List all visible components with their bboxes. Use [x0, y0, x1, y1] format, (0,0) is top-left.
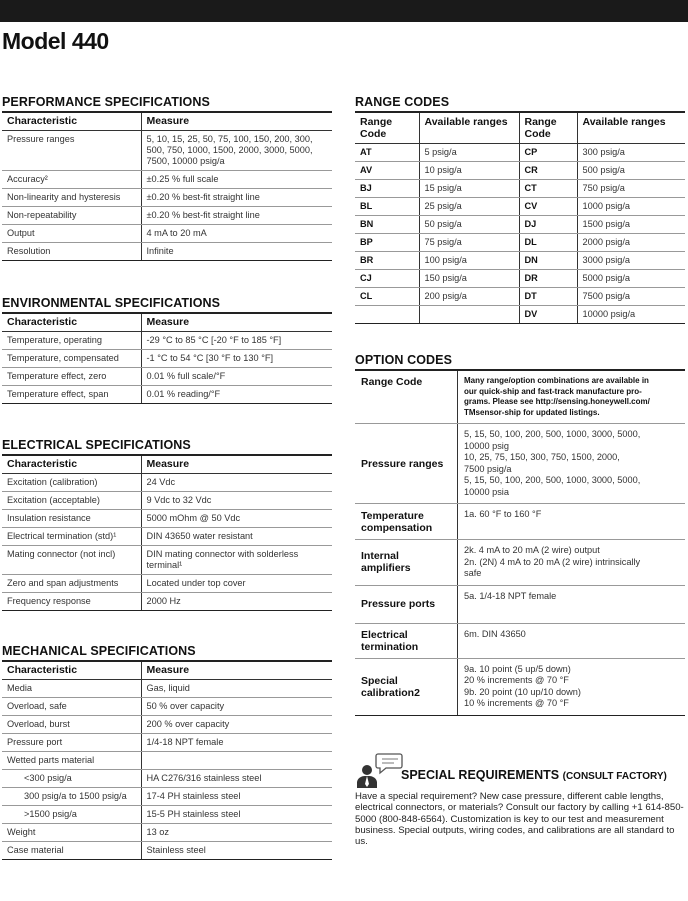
option-value-line: 20 % increments @ 70 °F: [464, 675, 569, 685]
range-value-cell: 3000 psig/a: [577, 252, 685, 270]
range-value-cell: 5000 psig/a: [577, 270, 685, 288]
range-code-cell: DJ: [519, 216, 577, 234]
option-name-cell: Special calibration2: [355, 658, 458, 715]
range-value-cell: 1500 psig/a: [577, 216, 685, 234]
table-header-row: [2, 314, 332, 332]
range-value-cell: 500 psig/a: [577, 162, 685, 180]
table-row: [2, 492, 332, 510]
measure-cell: HA C276/316 stainless steel: [141, 770, 332, 788]
table-row: [2, 575, 332, 593]
performance-table: [2, 113, 332, 261]
measure-cell: 24 Vdc: [141, 474, 332, 492]
range-code-cell: CT: [519, 180, 577, 198]
characteristic-cell: Temperature, operating: [2, 332, 141, 350]
measure-cell: 4 mA to 20 mA: [141, 225, 332, 243]
range-value-cell: 10000 psig/a: [577, 306, 685, 324]
option-name-cell: Electrical termination: [355, 623, 458, 658]
col-measure: Measure: [141, 314, 332, 332]
option-value-cell: [458, 623, 686, 658]
option-name-cell: Internal amplifiers: [355, 540, 458, 586]
measure-cell: 1/4-18 NPT female: [141, 734, 332, 752]
table-row: [2, 171, 332, 189]
electrical-table: [2, 456, 332, 611]
range-value-cell: 10 psig/a: [419, 162, 519, 180]
measure-cell: 5, 10, 15, 25, 50, 75, 100, 150, 200, 300, 500, 750, 1000, 1500, 2000, 3000, 5000, 7500, 10000 psig/a: [141, 131, 332, 171]
top-bar: [0, 0, 688, 22]
characteristic-cell: Resolution: [2, 243, 141, 261]
range-code-cell: BP: [355, 234, 419, 252]
table-row: [2, 225, 332, 243]
measure-cell: ±0.20 % best-fit straight line: [141, 207, 332, 225]
col-range-code-1: Range Code: [355, 113, 419, 144]
characteristic-cell: Non-linearity and hysteresis: [2, 189, 141, 207]
table-row: [355, 371, 685, 424]
col-available-ranges-1: Available ranges: [419, 113, 519, 144]
characteristic-cell: Temperature effect, span: [2, 386, 141, 404]
option-name-cell: Pressure ports: [355, 585, 458, 623]
range-value-cell: 5 psig/a: [419, 144, 519, 162]
characteristic-cell: Non-repeatability: [2, 207, 141, 225]
table-row: [2, 131, 332, 171]
table-row: [355, 585, 685, 623]
range-value-cell: 75 psig/a: [419, 234, 519, 252]
range-codes-section: [355, 95, 685, 324]
option-value-cell: [458, 424, 686, 504]
measure-cell: 0.01 % reading/°F: [141, 386, 332, 404]
option-value-line: 2n. (2N) 4 mA to 20 mA (2 wire) intrinsically: [464, 556, 641, 567]
table-row: [355, 162, 685, 180]
characteristic-cell: Pressure port: [2, 734, 141, 752]
range-value-cell: 150 psig/a: [419, 270, 519, 288]
table-row: [2, 788, 332, 806]
table-row: [2, 474, 332, 492]
characteristic-cell: Media: [2, 680, 141, 698]
table-row: [2, 546, 332, 575]
characteristic-cell: Electrical termination (std)¹: [2, 528, 141, 546]
table-header-row: [2, 456, 332, 474]
range-value-cell: 7500 psig/a: [577, 288, 685, 306]
range-code-cell: DN: [519, 252, 577, 270]
characteristic-cell: Output: [2, 225, 141, 243]
measure-cell: 50 % over capacity: [141, 698, 332, 716]
measure-cell: 17-4 PH stainless steel: [141, 788, 332, 806]
table-row: [2, 824, 332, 842]
mechanical-section: [2, 644, 332, 860]
option-value-line: 10, 25, 75, 150, 300, 750, 1500, 2000,: [464, 452, 620, 462]
measure-cell: 200 % over capacity: [141, 716, 332, 734]
range-code-cell: BN: [355, 216, 419, 234]
special-requirements-title: [401, 768, 667, 782]
table-row: [2, 368, 332, 386]
measure-cell: DIN mating connector with solderless terminal¹: [141, 546, 332, 575]
table-row: [355, 234, 685, 252]
range-value-cell: 1000 psig/a: [577, 198, 685, 216]
range-value-cell: [419, 306, 519, 324]
mechanical-table: [2, 662, 332, 860]
option-value-line: 6m. DIN 43650: [464, 628, 526, 639]
option-value-line: 5, 15, 50, 100, 200, 500, 1000, 3000, 5000,: [464, 475, 641, 485]
table-row: [2, 243, 332, 261]
characteristic-cell: Accuracy²: [2, 171, 141, 189]
range-codes-title: RANGE CODES: [355, 95, 685, 113]
measure-cell: -29 °C to 85 °C [-20 °F to 185 °F]: [141, 332, 332, 350]
col-characteristic: Characteristic: [2, 314, 141, 332]
measure-cell: 15-5 PH stainless steel: [141, 806, 332, 824]
characteristic-cell: Wetted parts material: [2, 752, 141, 770]
table-row: [2, 510, 332, 528]
table-row: [355, 144, 685, 162]
measure-cell: [141, 752, 332, 770]
option-value-line: safe: [464, 568, 482, 578]
environmental-title: ENVIRONMENTAL SPECIFICATIONS: [2, 296, 332, 314]
col-characteristic: Characteristic: [2, 662, 141, 680]
range-code-cell: CP: [519, 144, 577, 162]
option-value-cell: [458, 540, 686, 586]
page-title: Model 440: [2, 28, 109, 54]
table-row: [2, 698, 332, 716]
col-measure: Measure: [141, 456, 332, 474]
table-row: [355, 198, 685, 216]
characteristic-cell: Weight: [2, 824, 141, 842]
measure-cell: 0.01 % full scale/°F: [141, 368, 332, 386]
characteristic-cell: Overload, safe: [2, 698, 141, 716]
measure-cell: 9 Vdc to 32 Vdc: [141, 492, 332, 510]
characteristic-cell: Temperature, compensated: [2, 350, 141, 368]
range-value-cell: 200 psig/a: [419, 288, 519, 306]
measure-cell: ±0.25 % full scale: [141, 171, 332, 189]
option-value-line: 1a. 60 °F to 160 °F: [464, 509, 542, 519]
characteristic-cell: <300 psig/a: [2, 770, 141, 788]
electrical-section: [2, 438, 332, 611]
characteristic-cell: Excitation (acceptable): [2, 492, 141, 510]
option-name-cell: Pressure ranges: [355, 424, 458, 504]
option-value-line: Many range/option combinations are available in: [464, 376, 649, 385]
characteristic-cell: Temperature effect, zero: [2, 368, 141, 386]
range-value-cell: 750 psig/a: [577, 180, 685, 198]
table-row: [355, 658, 685, 715]
characteristic-cell: >1500 psig/a: [2, 806, 141, 824]
range-code-cell: CR: [519, 162, 577, 180]
measure-cell: Infinite: [141, 243, 332, 261]
measure-cell: Gas, liquid: [141, 680, 332, 698]
table-row: [2, 752, 332, 770]
range-code-cell: BL: [355, 198, 419, 216]
range-value-cell: 100 psig/a: [419, 252, 519, 270]
measure-cell: -1 °C to 54 °C [30 °F to 130 °F]: [141, 350, 332, 368]
measure-cell: DIN 43650 water resistant: [141, 528, 332, 546]
table-row: [2, 734, 332, 752]
table-row: [2, 189, 332, 207]
measure-cell: Stainless steel: [141, 842, 332, 860]
table-header-row: [2, 113, 332, 131]
option-value-cell: [458, 504, 686, 540]
characteristic-cell: Frequency response: [2, 593, 141, 611]
table-row: [2, 207, 332, 225]
range-code-cell: CJ: [355, 270, 419, 288]
range-code-cell: DL: [519, 234, 577, 252]
characteristic-cell: Zero and span adjustments: [2, 575, 141, 593]
characteristic-cell: Insulation resistance: [2, 510, 141, 528]
table-row: [355, 306, 685, 324]
col-measure: Measure: [141, 113, 332, 131]
characteristic-cell: Overload, burst: [2, 716, 141, 734]
mechanical-title: MECHANICAL SPECIFICATIONS: [2, 644, 332, 662]
table-row: [2, 806, 332, 824]
special-title-text: SPECIAL REQUIREMENTS: [401, 768, 560, 782]
col-range-code-2: Range Code: [519, 113, 577, 144]
special-requirements-header: [356, 752, 676, 788]
electrical-title: ELECTRICAL SPECIFICATIONS: [2, 438, 332, 456]
option-value-line: grams. Please see http://sensing.honeywell.com/: [464, 397, 650, 406]
range-code-cell: [355, 306, 419, 324]
option-value-line: 5, 15, 50, 100, 200, 500, 1000, 3000, 5000,: [464, 429, 641, 439]
table-row: [2, 528, 332, 546]
range-code-cell: DR: [519, 270, 577, 288]
characteristic-cell: Mating connector (not incl): [2, 546, 141, 575]
option-value-line: our quick-ship and fast-track manufacture pro-: [464, 386, 642, 396]
table-row: [355, 540, 685, 586]
col-characteristic: Characteristic: [2, 456, 141, 474]
table-row: [355, 216, 685, 234]
table-row: [355, 252, 685, 270]
special-requirements-body: Have a special requirement? New case pressure, different cable lengths, electrical connectors, or materials? Consult our factory by calling +1 614-850-5000 (800-848-6564). Customization is key to our test and measurement business. Special outputs, wiring codes, and calibrations are all standard to us.: [355, 791, 684, 848]
option-value-line: 2k. 4 mA to 20 mA (2 wire) output: [464, 545, 600, 555]
option-value-line: 5a. 1/4-18 NPT female: [464, 590, 557, 601]
environmental-table: [2, 314, 332, 404]
table-row: [2, 716, 332, 734]
table-row: [2, 386, 332, 404]
range-value-cell: 15 psig/a: [419, 180, 519, 198]
measure-cell: Located under top cover: [141, 575, 332, 593]
option-codes-title: OPTION CODES: [355, 353, 685, 371]
range-value-cell: 2000 psig/a: [577, 234, 685, 252]
table-row: [2, 680, 332, 698]
option-codes-table: [355, 371, 685, 716]
range-code-cell: CV: [519, 198, 577, 216]
range-code-cell: BR: [355, 252, 419, 270]
table-row: [2, 593, 332, 611]
range-code-cell: BJ: [355, 180, 419, 198]
range-value-cell: 25 psig/a: [419, 198, 519, 216]
characteristic-cell: 300 psig/a to 1500 psig/a: [2, 788, 141, 806]
col-characteristic: Characteristic: [2, 113, 141, 131]
range-code-cell: DV: [519, 306, 577, 324]
measure-cell: 5000 mOhm @ 50 Vdc: [141, 510, 332, 528]
performance-title: PERFORMANCE SPECIFICATIONS: [2, 95, 332, 113]
option-codes-section: [355, 353, 685, 716]
measure-cell: 2000 Hz: [141, 593, 332, 611]
range-value-cell: 50 psig/a: [419, 216, 519, 234]
table-row: [355, 270, 685, 288]
option-value-cell: [458, 371, 686, 424]
table-row: [2, 770, 332, 788]
range-code-cell: CL: [355, 288, 419, 306]
measure-cell: 13 oz: [141, 824, 332, 842]
characteristic-cell: Pressure ranges: [2, 131, 141, 171]
table-header-row: [2, 662, 332, 680]
table-row: [355, 424, 685, 504]
environmental-section: [2, 296, 332, 404]
option-value-line: TMsensor-ship for updated listings.: [464, 407, 600, 417]
range-value-cell: 300 psig/a: [577, 144, 685, 162]
range-code-cell: AT: [355, 144, 419, 162]
table-row: [355, 180, 685, 198]
characteristic-cell: Excitation (calibration): [2, 474, 141, 492]
range-code-cell: DT: [519, 288, 577, 306]
option-value-line: 9a. 10 point (5 up/5 down): [464, 663, 571, 674]
special-subtitle-text: (CONSULT FACTORY): [562, 771, 667, 782]
option-value-line: 10 % increments @ 70 °F: [464, 698, 569, 708]
option-name-cell: Range Code: [355, 371, 458, 424]
table-row: [355, 623, 685, 658]
option-value-cell: [458, 585, 686, 623]
option-value-line: 10000 psig: [464, 440, 509, 451]
consult-person-icon: [356, 752, 404, 788]
option-value-line: 9b. 20 point (10 up/10 down): [464, 686, 581, 697]
col-available-ranges-2: Available ranges: [577, 113, 685, 144]
performance-section: [2, 95, 332, 261]
col-measure: Measure: [141, 662, 332, 680]
table-row: [355, 504, 685, 540]
table-row: [2, 842, 332, 860]
range-code-cell: AV: [355, 162, 419, 180]
option-value-cell: [458, 658, 686, 715]
option-value-line: 10000 psia: [464, 486, 509, 497]
option-name-cell: Temperature compensation: [355, 504, 458, 540]
table-header-row: [355, 113, 685, 144]
option-value-line: 7500 psig/a: [464, 463, 512, 474]
table-row: [2, 350, 332, 368]
measure-cell: ±0.20 % best-fit straight line: [141, 189, 332, 207]
range-codes-table: [355, 113, 685, 324]
table-row: [355, 288, 685, 306]
characteristic-cell: Case material: [2, 842, 141, 860]
table-row: [2, 332, 332, 350]
